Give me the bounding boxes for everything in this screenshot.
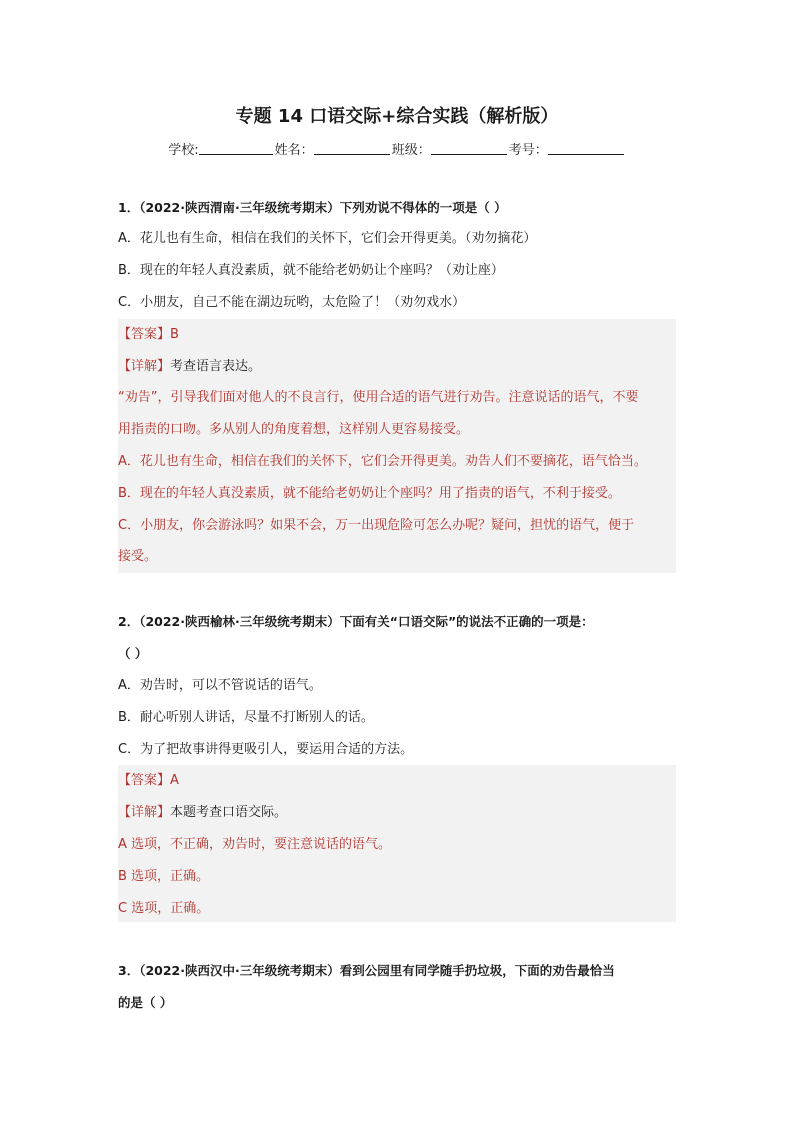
question-1-analysis-line-3: A．花儿也有生命，相信在我们的关怀下，它们会开得更美。劝告人们不要摘花，语气恰当。	[118, 454, 647, 469]
question-2-option-a: A．劝告时，可以不管说话的语气。	[118, 678, 322, 693]
question-3-stem-line-1: 3．（2022·陕西汉中·三年级统考期末）看到公园里有同学随手扔垃圾，下面的劝告最恰当	[118, 963, 615, 978]
exam-no-label: 考号：	[508, 143, 548, 158]
student-info-line	[0, 140, 794, 161]
question-1-analysis-line-1: “劝告”，引导我们面对他人的不良言行，使用合适的语气进行劝告。注意说话的语气，不要	[118, 390, 639, 405]
question-2-analysis-line-1: A 选项，不正确，劝告时，要注意说话的语气。	[118, 837, 392, 852]
detail-label: 【详解】	[118, 805, 171, 820]
name-label: 姓名：	[274, 143, 314, 158]
question-2-stem-line-1: 2．（2022·陕西榆林·三年级统考期末）下面有关“口语交际”的说法不正确的一项是：	[118, 614, 594, 629]
detail-text: 本题考查口语交际。	[170, 805, 288, 820]
question-2-stem-line-2: （ ）	[118, 646, 148, 661]
name-blank[interactable]	[314, 140, 390, 155]
answer-value: A	[170, 773, 179, 788]
school-blank[interactable]	[199, 140, 273, 155]
question-3-stem-line-2: 的是（ ）	[118, 995, 173, 1010]
question-1-option-c: C．小朋友，自己不能在湖边玩哟，太危险了！（劝勿戏水）	[118, 295, 466, 310]
question-1-analysis-line-2: 用指责的口吻。多从别人的角度着想，这样别人更容易接受。	[118, 422, 470, 437]
class-label: 班级：	[391, 143, 431, 158]
class-blank[interactable]	[431, 140, 507, 155]
page-title: 专题 14 口语交际+综合实践（解析版）	[235, 106, 559, 127]
question-2-option-b: B．耐心听别人讲话，尽量不打断别人的话。	[118, 710, 374, 725]
question-1-answer	[118, 326, 179, 344]
question-1-detail	[118, 358, 261, 376]
school-label: 学校:	[168, 143, 199, 158]
question-2-answer	[118, 772, 179, 790]
exam-no-blank[interactable]	[548, 140, 624, 155]
answer-value: B	[170, 327, 179, 342]
question-2-analysis-line-3: C 选项，正确。	[118, 901, 210, 916]
question-1-analysis-line-5: C．小朋友，你会游泳吗？如果不会，万一出现危险可怎么办呢？疑问，担忧的语气，便于	[118, 518, 635, 533]
question-1-option-b: B．现在的年轻人真没素质，就不能给老奶奶让个座吗？（劝让座）	[118, 263, 504, 278]
detail-label: 【详解】	[118, 359, 171, 374]
question-2-detail	[118, 804, 287, 822]
question-2-analysis-line-2: B 选项，正确。	[118, 869, 210, 884]
question-1-analysis-line-4: B．现在的年轻人真没素质，就不能给老奶奶让个座吗？用了指责的语气，不利于接受。	[118, 486, 621, 501]
answer-label: 【答案】	[118, 773, 171, 788]
question-1-stem: 1．（2022·陕西渭南·三年级统考期末）下列劝说不得体的一项是（ ）	[118, 200, 507, 215]
detail-text: 考查语言表达。	[170, 359, 262, 374]
question-1-analysis-line-6: 接受。	[118, 549, 158, 564]
answer-label: 【答案】	[118, 327, 171, 342]
question-2-option-c: C．为了把故事讲得更吸引人，要运用合适的方法。	[118, 742, 414, 757]
question-1-option-a: A．花儿也有生命，相信在我们的关怀下，它们会开得更美。（劝勿摘花）	[118, 231, 537, 246]
